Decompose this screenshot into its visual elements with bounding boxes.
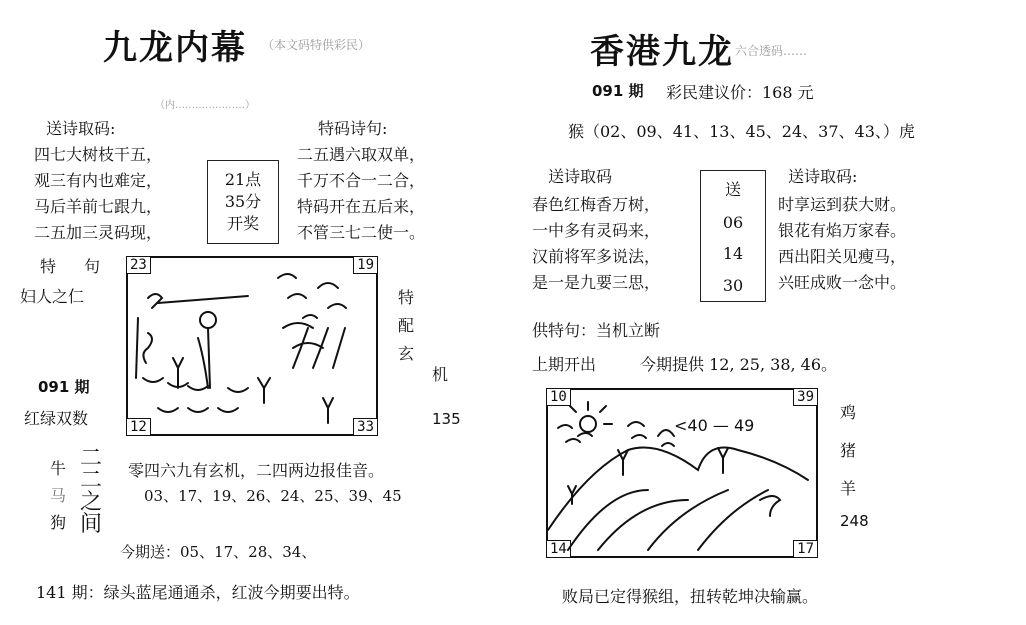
draw-time-line: 开奖 xyxy=(226,214,259,233)
left-vertical-text xyxy=(398,284,414,368)
send-box-line: 送 xyxy=(724,180,741,200)
poem-line: 二五加三灵码现， xyxy=(34,223,163,242)
poem-line: 银花有焰万家春。 xyxy=(778,221,907,240)
poem-line: 观三有内也难定， xyxy=(34,171,163,190)
poem-line: 千万不合一二合， xyxy=(297,171,426,190)
left-special-sentence: 妇人之仁 xyxy=(20,287,85,306)
right-footer: 败局已定得猴组，扭转乾坤决输赢。 xyxy=(562,587,819,606)
left-animals xyxy=(50,455,66,536)
poem-line: 四七大树枝干五， xyxy=(34,145,163,164)
right-number-248: 248 xyxy=(840,512,869,530)
send-box-line: 14 xyxy=(722,244,744,264)
animal-char: 鸡 xyxy=(840,403,857,422)
corner-number: 12 xyxy=(126,418,151,436)
draw-time-line: 35分 xyxy=(224,192,262,211)
draw-time-box xyxy=(207,160,279,244)
left-poem-left xyxy=(34,142,162,246)
left-special-sentence-label: 特 句 xyxy=(40,257,107,276)
right-this-issue: 今期提供 12, 25, 38, 46。 xyxy=(640,355,838,374)
right-poem-left xyxy=(532,192,660,296)
corner-number: 33 xyxy=(353,418,378,436)
poem-line: 马后羊前七跟九， xyxy=(34,197,163,216)
right-poem-right xyxy=(778,192,906,296)
left-issue: 091 期 xyxy=(38,378,90,396)
right-title-sub: 六合透码…… xyxy=(735,44,808,58)
left-special-poem-label: 特码诗句: xyxy=(318,119,388,138)
animal-char: 羊 xyxy=(840,479,857,498)
corner-number: 14 xyxy=(546,540,571,558)
animal-char: 猪 xyxy=(840,441,857,460)
left-sketch-drawing xyxy=(128,258,372,430)
corner-number: 23 xyxy=(126,256,151,274)
poem-line: 春色红梅香万树， xyxy=(532,195,661,214)
corner-number: 19 xyxy=(353,256,378,274)
send-number-box xyxy=(700,170,766,302)
left-between xyxy=(80,448,102,536)
right-special-sentence: 供特句：当机立断 xyxy=(532,321,661,340)
poem-line: 一中多有灵码来， xyxy=(532,221,661,240)
send-box-line: 30 xyxy=(722,275,744,295)
vertical-char: 特 xyxy=(398,288,415,307)
left-send-poem-label: 送诗取码: xyxy=(46,119,116,138)
between-char: 二 xyxy=(80,468,103,493)
right-price-issue: 091 期 xyxy=(592,82,644,100)
poem-line: 时享运到获大财。 xyxy=(778,195,907,214)
left-poem-right xyxy=(297,142,425,246)
right-monkey-line: 猴（02、09、41、13、45、24、37、43、）虎 xyxy=(568,122,915,141)
right-sketch-box xyxy=(546,388,818,558)
left-title: 九龙内幕 xyxy=(103,28,247,68)
between-char: 之 xyxy=(80,490,103,515)
right-last-issue: 上期开出 xyxy=(532,355,597,374)
left-number-135: 135 xyxy=(432,410,461,428)
left-hint: 红绿双数 xyxy=(24,409,89,428)
corner-number: 17 xyxy=(793,540,818,558)
draw-time-line: 21点 xyxy=(224,170,262,189)
vertical-char: 配 xyxy=(398,316,415,335)
poem-line: 不管三七二使一。 xyxy=(297,223,426,242)
poem-line: 西出阳关见瘦马， xyxy=(778,247,907,266)
send-box-line: 06 xyxy=(722,212,744,232)
sketch-range-text: <40 — 49 xyxy=(674,416,755,435)
right-send-poem-left-label: 送诗取码 xyxy=(548,167,613,186)
left-faint-line: （内…………………） xyxy=(155,100,255,111)
left-vertical-last: 机 xyxy=(432,365,449,384)
between-char: 二 xyxy=(80,446,103,471)
animal-char: 牛 xyxy=(50,459,67,478)
corner-number: 39 xyxy=(793,388,818,406)
poem-line: 特码开在五后来， xyxy=(297,197,426,216)
left-sketch-box xyxy=(126,256,378,436)
poem-line: 兴旺成败一念中。 xyxy=(778,273,907,292)
poem-line: 二五遇六取双单， xyxy=(297,145,426,164)
between-char: 间 xyxy=(80,512,103,537)
left-numbers: 03、17、19、26、24、25、39、45 xyxy=(144,487,402,505)
left-issue-141: 141 期：绿头蓝尾通通杀，红波今期要出特。 xyxy=(36,583,360,602)
poem-line: 是一是九要三思， xyxy=(532,273,661,292)
right-animals xyxy=(840,394,856,508)
vertical-char: 玄 xyxy=(398,344,415,363)
left-riddle: 零四六九有玄机，二四两边报佳音。 xyxy=(128,461,385,480)
corner-number: 10 xyxy=(546,388,571,406)
right-title: 香港九龙 xyxy=(590,32,734,72)
animal-char: 马 xyxy=(50,486,67,505)
right-send-poem-right-label: 送诗取码: xyxy=(788,167,858,186)
right-sketch-drawing xyxy=(548,390,812,552)
poem-line: 汉前将军多说法， xyxy=(532,247,661,266)
right-price-text: 彩民建议价：168 元 xyxy=(666,83,814,102)
left-title-sub: （本文码特供彩民） xyxy=(262,38,371,52)
animal-char: 狗 xyxy=(50,513,67,532)
left-today-send: 今期送：05、17、28、34、 xyxy=(120,543,317,561)
